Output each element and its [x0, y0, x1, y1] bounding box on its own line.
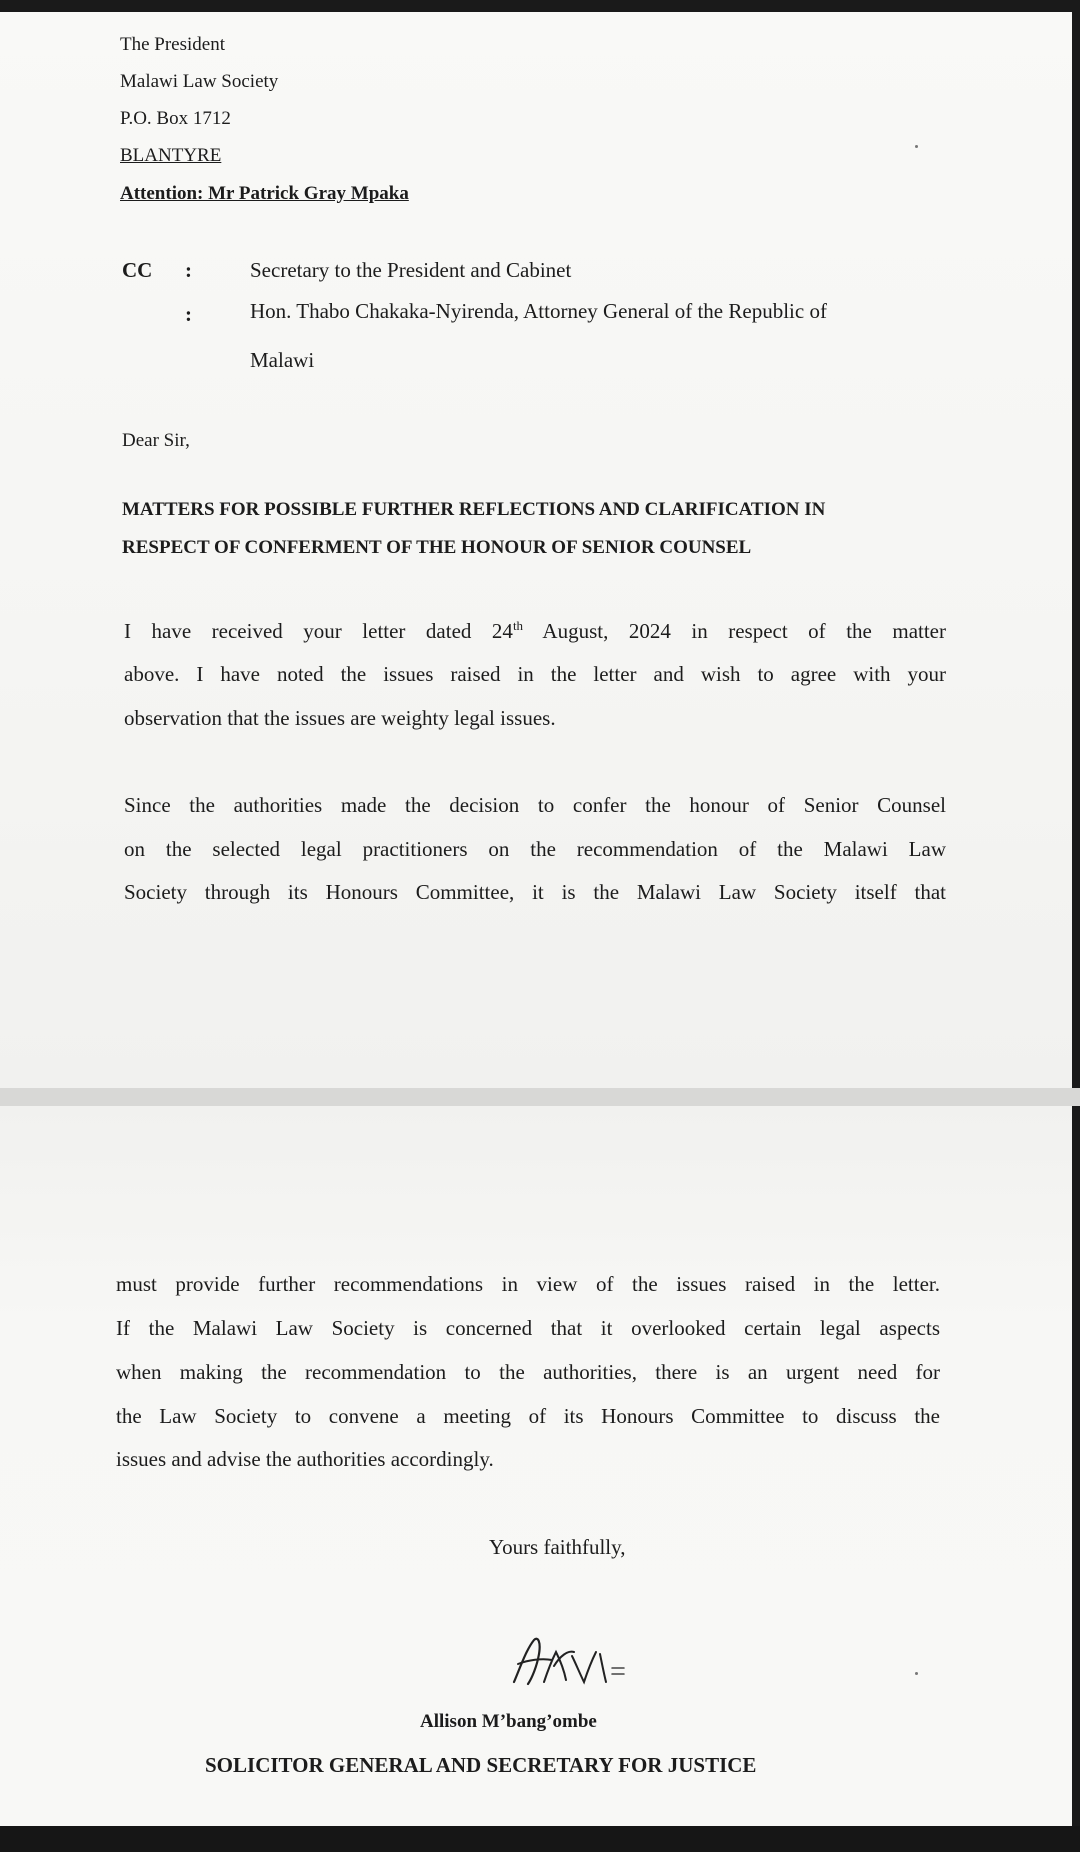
cc-item-2-continued: Malawi — [250, 348, 315, 372]
address-organisation: Malawi Law Society — [120, 71, 279, 92]
address-recipient: The President — [120, 34, 226, 55]
cc-item-2: Hon. Thabo Chakaka-Nyirenda, Attorney General of the Republic of — [250, 299, 827, 323]
cc-colon-2: : — [185, 302, 192, 326]
paragraph-3-line-3: when making the recommendation to the authorities, there is an urgent need for — [116, 1360, 940, 1384]
page-divider — [0, 1088, 1080, 1106]
scan-speck — [915, 145, 918, 148]
handwritten-signature — [508, 1630, 638, 1690]
attention-line: Attention: Mr Patrick Gray Mpaka — [120, 183, 409, 204]
paragraph-3-line-5: issues and advise the authorities accordingly. — [116, 1447, 494, 1471]
cc-item-1: Secretary to the President and Cabinet — [250, 258, 572, 282]
salutation: Dear Sir, — [122, 430, 190, 451]
closing: Yours faithfully, — [489, 1535, 626, 1559]
cc-label: CC — [122, 258, 153, 282]
signatory-title: SOLICITOR GENERAL AND SECRETARY FOR JUSTICE — [205, 1753, 757, 1777]
cc-colon-1: : — [185, 258, 192, 282]
paragraph-1-line-2: above. I have noted the issues raised in the letter and wish to agree with your — [124, 662, 946, 686]
subject-line-1: MATTERS FOR POSSIBLE FURTHER REFLECTIONS AND CLARIFICATION IN — [122, 499, 826, 520]
paragraph-1-line-1: I have received your letter dated 24th August, 2024 in respect of the matter — [124, 618, 946, 643]
paragraph-2-line-2: on the selected legal practitioners on the recommendation of the Malawi Law — [124, 837, 946, 861]
subject-line-2: RESPECT OF CONFERMENT OF THE HONOUR OF SENIOR COUNSEL — [122, 537, 752, 558]
paragraph-2-line-3: Society through its Honours Committee, it is the Malawi Law Society itself that — [124, 880, 946, 904]
paragraph-3-line-1: must provide further recommendations in view of the issues raised in the letter. — [116, 1272, 940, 1296]
paragraph-2-line-1: Since the authorities made the decision to confer the honour of Senior Counsel — [124, 793, 946, 817]
paragraph-1-line-3: observation that the issues are weighty legal issues. — [124, 706, 556, 730]
paragraph-3-line-4: the Law Society to convene a meeting of its Honours Committee to discuss the — [116, 1404, 940, 1428]
address-city: BLANTYRE — [120, 145, 222, 166]
scan-speck — [915, 1672, 918, 1675]
screen-bottom-bar — [0, 1826, 1080, 1852]
address-po-box: P.O. Box 1712 — [120, 108, 231, 129]
signatory-name: Allison M’bang’ombe — [420, 1711, 597, 1732]
paragraph-3-line-2: If the Malawi Law Society is concerned that it overlooked certain legal aspects — [116, 1316, 940, 1340]
